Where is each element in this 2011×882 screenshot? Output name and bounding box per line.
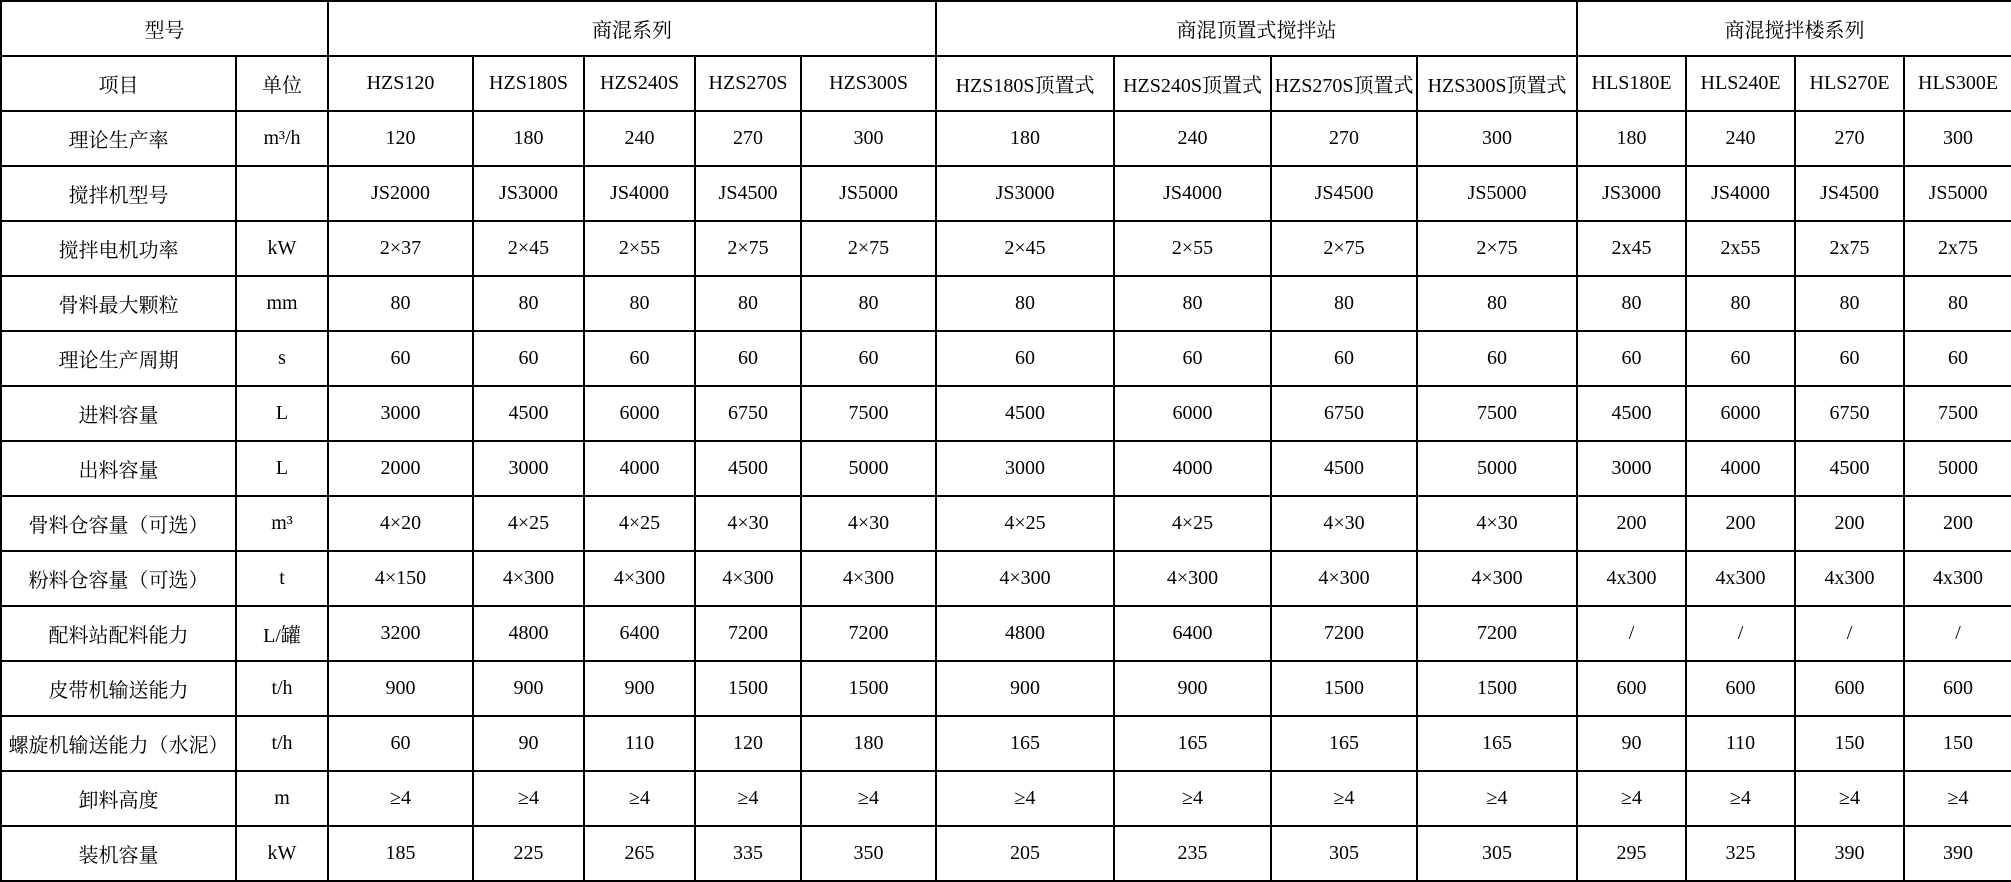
value-cell: JS4500 <box>1795 166 1904 221</box>
value-cell: 4×25 <box>473 496 584 551</box>
value-cell: 4x300 <box>1795 551 1904 606</box>
value-cell: 165 <box>1114 716 1271 771</box>
value-cell: 3000 <box>1577 441 1686 496</box>
value-cell: 7500 <box>1904 386 2011 441</box>
value-cell: JS3000 <box>473 166 584 221</box>
value-cell: 2×75 <box>1271 221 1417 276</box>
unit-column-header: 单位 <box>236 56 328 111</box>
value-cell: 60 <box>1904 331 2011 386</box>
value-cell: 7500 <box>801 386 936 441</box>
row-item-label: 进料容量 <box>1 386 236 441</box>
table-row <box>1 166 2011 221</box>
value-cell: 4×300 <box>1417 551 1577 606</box>
value-cell: 4×300 <box>695 551 801 606</box>
value-cell: 7200 <box>695 606 801 661</box>
group-header-commercial-series: 商混系列 <box>328 1 936 56</box>
row-unit: t/h <box>236 716 328 771</box>
value-cell: 200 <box>1795 496 1904 551</box>
row-item-label: 骨料仓容量（可选） <box>1 496 236 551</box>
value-cell: 3200 <box>328 606 473 661</box>
value-cell: 80 <box>328 276 473 331</box>
value-cell: JS2000 <box>328 166 473 221</box>
model-header: HZS270S顶置式 <box>1271 56 1417 111</box>
value-cell: 600 <box>1904 661 2011 716</box>
row-item-label: 皮带机输送能力 <box>1 661 236 716</box>
row-unit: m³/h <box>236 111 328 166</box>
value-cell: JS3000 <box>1577 166 1686 221</box>
value-cell: 4500 <box>695 441 801 496</box>
value-cell: 325 <box>1686 826 1795 881</box>
value-cell: 600 <box>1795 661 1904 716</box>
value-cell: 60 <box>1686 331 1795 386</box>
value-cell: 2x45 <box>1577 221 1686 276</box>
value-cell: ≥4 <box>584 771 695 826</box>
value-cell: 4×300 <box>1271 551 1417 606</box>
value-cell: 4×30 <box>801 496 936 551</box>
table-row <box>1 331 2011 386</box>
value-cell: 900 <box>936 661 1114 716</box>
model-header: HZS240S <box>584 56 695 111</box>
value-cell: 2×75 <box>801 221 936 276</box>
value-cell: 200 <box>1577 496 1686 551</box>
row-unit: L <box>236 386 328 441</box>
model-header: HLS270E <box>1795 56 1904 111</box>
value-cell: 4×30 <box>1271 496 1417 551</box>
row-item-label: 粉料仓容量（可选） <box>1 551 236 606</box>
value-cell: / <box>1577 606 1686 661</box>
value-cell: 60 <box>1795 331 1904 386</box>
value-cell: 80 <box>584 276 695 331</box>
value-cell: 2×45 <box>936 221 1114 276</box>
row-item-label: 搅拌机型号 <box>1 166 236 221</box>
value-cell: 80 <box>1577 276 1686 331</box>
value-cell: 6750 <box>1271 386 1417 441</box>
value-cell: JS4500 <box>695 166 801 221</box>
model-header: HZS240S顶置式 <box>1114 56 1271 111</box>
value-cell: 2x75 <box>1904 221 2011 276</box>
value-cell: 60 <box>1577 331 1686 386</box>
value-cell: 305 <box>1417 826 1577 881</box>
value-cell: 4×30 <box>695 496 801 551</box>
value-cell: 900 <box>1114 661 1271 716</box>
value-cell: 270 <box>695 111 801 166</box>
value-cell: JS3000 <box>936 166 1114 221</box>
table-row <box>1 716 2011 771</box>
value-cell: 4×30 <box>1417 496 1577 551</box>
value-cell: 80 <box>1271 276 1417 331</box>
value-cell: 7200 <box>801 606 936 661</box>
table-row <box>1 441 2011 496</box>
value-cell: 4×25 <box>584 496 695 551</box>
value-cell: 60 <box>695 331 801 386</box>
row-unit: L <box>236 441 328 496</box>
value-cell: 120 <box>695 716 801 771</box>
value-cell: 60 <box>801 331 936 386</box>
value-cell: 150 <box>1904 716 2011 771</box>
value-cell: 6000 <box>1686 386 1795 441</box>
value-cell: 4×25 <box>1114 496 1271 551</box>
table-row <box>1 111 2011 166</box>
value-cell: 80 <box>936 276 1114 331</box>
value-cell: 4x300 <box>1686 551 1795 606</box>
value-cell: 300 <box>1417 111 1577 166</box>
value-cell: 4×300 <box>473 551 584 606</box>
value-cell: 110 <box>584 716 695 771</box>
value-cell: 4×300 <box>801 551 936 606</box>
value-cell: 180 <box>473 111 584 166</box>
value-cell: 4500 <box>1795 441 1904 496</box>
table-row <box>1 496 2011 551</box>
row-unit: t/h <box>236 661 328 716</box>
row-unit: t <box>236 551 328 606</box>
value-cell: 2×37 <box>328 221 473 276</box>
item-column-header: 项目 <box>1 56 236 111</box>
value-cell: 4×300 <box>1114 551 1271 606</box>
value-cell: / <box>1904 606 2011 661</box>
row-item-label: 骨料最大颗粒 <box>1 276 236 331</box>
value-cell: 185 <box>328 826 473 881</box>
value-cell: 80 <box>1686 276 1795 331</box>
value-cell: 3000 <box>473 441 584 496</box>
value-cell: 90 <box>473 716 584 771</box>
model-header: HLS240E <box>1686 56 1795 111</box>
value-cell: 5000 <box>1904 441 2011 496</box>
row-unit: kW <box>236 826 328 881</box>
row-item-label: 理论生产率 <box>1 111 236 166</box>
value-cell: 4800 <box>936 606 1114 661</box>
value-cell: 180 <box>801 716 936 771</box>
value-cell: 5000 <box>1417 441 1577 496</box>
table-header <box>1 1 2011 111</box>
row-item-label: 装机容量 <box>1 826 236 881</box>
value-cell: 90 <box>1577 716 1686 771</box>
value-cell: ≥4 <box>936 771 1114 826</box>
model-header: HZS300S <box>801 56 936 111</box>
value-cell: 265 <box>584 826 695 881</box>
model-header: HLS300E <box>1904 56 2011 111</box>
value-cell: 2×45 <box>473 221 584 276</box>
group-header-mixing-tower-series: 商混搅拌楼系列 <box>1577 1 2011 56</box>
value-cell: 80 <box>801 276 936 331</box>
value-cell: 4×300 <box>936 551 1114 606</box>
row-item-label: 搅拌电机功率 <box>1 221 236 276</box>
table-row <box>1 551 2011 606</box>
value-cell: 390 <box>1795 826 1904 881</box>
value-cell: ≥4 <box>1795 771 1904 826</box>
value-cell: 4500 <box>936 386 1114 441</box>
value-cell: 6000 <box>584 386 695 441</box>
value-cell: / <box>1686 606 1795 661</box>
value-cell: 110 <box>1686 716 1795 771</box>
value-cell: 300 <box>801 111 936 166</box>
value-cell: 60 <box>473 331 584 386</box>
table-row <box>1 606 2011 661</box>
value-cell: 4x300 <box>1904 551 2011 606</box>
value-cell: 6400 <box>584 606 695 661</box>
model-header: HZS120 <box>328 56 473 111</box>
value-cell: 300 <box>1904 111 2011 166</box>
value-cell: 4500 <box>473 386 584 441</box>
value-cell: 180 <box>936 111 1114 166</box>
row-unit: kW <box>236 221 328 276</box>
value-cell: 2×55 <box>584 221 695 276</box>
value-cell: 4500 <box>1577 386 1686 441</box>
model-header-row <box>1 56 2011 111</box>
row-unit: L/罐 <box>236 606 328 661</box>
value-cell: 7500 <box>1417 386 1577 441</box>
value-cell: 60 <box>1271 331 1417 386</box>
value-cell: ≥4 <box>1686 771 1795 826</box>
row-item-label: 螺旋机输送能力（水泥） <box>1 716 236 771</box>
corner-header: 型号 <box>1 1 328 56</box>
value-cell: 165 <box>1417 716 1577 771</box>
value-cell: 2×75 <box>695 221 801 276</box>
table-body <box>1 111 2011 881</box>
value-cell: 350 <box>801 826 936 881</box>
value-cell: / <box>1795 606 1904 661</box>
table-row <box>1 826 2011 881</box>
value-cell: 120 <box>328 111 473 166</box>
value-cell: JS5000 <box>801 166 936 221</box>
value-cell: 295 <box>1577 826 1686 881</box>
table-row <box>1 276 2011 331</box>
value-cell: 305 <box>1271 826 1417 881</box>
value-cell: 240 <box>1686 111 1795 166</box>
value-cell: 80 <box>1904 276 2011 331</box>
value-cell: 2000 <box>328 441 473 496</box>
value-cell: 180 <box>1577 111 1686 166</box>
value-cell: 2x75 <box>1795 221 1904 276</box>
table-row <box>1 386 2011 441</box>
value-cell: 2×75 <box>1417 221 1577 276</box>
value-cell: 7200 <box>1417 606 1577 661</box>
value-cell: JS5000 <box>1417 166 1577 221</box>
value-cell: 60 <box>1114 331 1271 386</box>
value-cell: 335 <box>695 826 801 881</box>
value-cell: JS5000 <box>1904 166 2011 221</box>
value-cell: 6000 <box>1114 386 1271 441</box>
value-cell: 150 <box>1795 716 1904 771</box>
value-cell: 80 <box>473 276 584 331</box>
model-header: HLS180E <box>1577 56 1686 111</box>
value-cell: 390 <box>1904 826 2011 881</box>
value-cell: 240 <box>1114 111 1271 166</box>
value-cell: 900 <box>473 661 584 716</box>
value-cell: 600 <box>1577 661 1686 716</box>
value-cell: ≥4 <box>473 771 584 826</box>
value-cell: 60 <box>936 331 1114 386</box>
table-row <box>1 661 2011 716</box>
value-cell: 900 <box>584 661 695 716</box>
value-cell: 60 <box>328 716 473 771</box>
value-cell: 1500 <box>1271 661 1417 716</box>
row-unit <box>236 166 328 221</box>
row-item-label: 卸料高度 <box>1 771 236 826</box>
value-cell: JS4500 <box>1271 166 1417 221</box>
value-cell: 240 <box>584 111 695 166</box>
table-row <box>1 771 2011 826</box>
row-item-label: 出料容量 <box>1 441 236 496</box>
value-cell: ≥4 <box>328 771 473 826</box>
model-header: HZS300S顶置式 <box>1417 56 1577 111</box>
value-cell: 3000 <box>936 441 1114 496</box>
value-cell: JS4000 <box>1114 166 1271 221</box>
value-cell: ≥4 <box>1271 771 1417 826</box>
value-cell: 4800 <box>473 606 584 661</box>
row-unit: s <box>236 331 328 386</box>
value-cell: 205 <box>936 826 1114 881</box>
row-unit: mm <box>236 276 328 331</box>
value-cell: 60 <box>584 331 695 386</box>
value-cell: 3000 <box>328 386 473 441</box>
value-cell: ≥4 <box>1114 771 1271 826</box>
row-unit: m³ <box>236 496 328 551</box>
value-cell: 80 <box>1795 276 1904 331</box>
row-item-label: 理论生产周期 <box>1 331 236 386</box>
value-cell: 4×20 <box>328 496 473 551</box>
value-cell: JS4000 <box>584 166 695 221</box>
value-cell: 4×300 <box>584 551 695 606</box>
value-cell: 225 <box>473 826 584 881</box>
value-cell: ≥4 <box>801 771 936 826</box>
value-cell: JS4000 <box>1686 166 1795 221</box>
value-cell: 4000 <box>1114 441 1271 496</box>
value-cell: 4x300 <box>1577 551 1686 606</box>
value-cell: 6400 <box>1114 606 1271 661</box>
series-header-row <box>1 1 2011 56</box>
value-cell: 1500 <box>695 661 801 716</box>
value-cell: 2×55 <box>1114 221 1271 276</box>
value-cell: ≥4 <box>1904 771 2011 826</box>
value-cell: 600 <box>1686 661 1795 716</box>
value-cell: 80 <box>1417 276 1577 331</box>
table-row <box>1 221 2011 276</box>
value-cell: 60 <box>328 331 473 386</box>
value-cell: ≥4 <box>695 771 801 826</box>
value-cell: 4×150 <box>328 551 473 606</box>
value-cell: ≥4 <box>1417 771 1577 826</box>
group-header-top-mounted-station: 商混顶置式搅拌站 <box>936 1 1577 56</box>
value-cell: 4000 <box>584 441 695 496</box>
row-item-label: 配料站配料能力 <box>1 606 236 661</box>
value-cell: ≥4 <box>1577 771 1686 826</box>
value-cell: 6750 <box>1795 386 1904 441</box>
value-cell: 5000 <box>801 441 936 496</box>
value-cell: 165 <box>936 716 1114 771</box>
value-cell: 1500 <box>801 661 936 716</box>
value-cell: 7200 <box>1271 606 1417 661</box>
model-header: HZS180S顶置式 <box>936 56 1114 111</box>
value-cell: 6750 <box>695 386 801 441</box>
value-cell: 4500 <box>1271 441 1417 496</box>
value-cell: 200 <box>1904 496 2011 551</box>
value-cell: 900 <box>328 661 473 716</box>
value-cell: 60 <box>1417 331 1577 386</box>
value-cell: 4000 <box>1686 441 1795 496</box>
model-header: HZS270S <box>695 56 801 111</box>
value-cell: 80 <box>695 276 801 331</box>
model-header: HZS180S <box>473 56 584 111</box>
value-cell: 80 <box>1114 276 1271 331</box>
value-cell: 165 <box>1271 716 1417 771</box>
value-cell: 270 <box>1795 111 1904 166</box>
row-unit: m <box>236 771 328 826</box>
value-cell: 1500 <box>1417 661 1577 716</box>
value-cell: 4×25 <box>936 496 1114 551</box>
value-cell: 200 <box>1686 496 1795 551</box>
value-cell: 2x55 <box>1686 221 1795 276</box>
value-cell: 235 <box>1114 826 1271 881</box>
value-cell: 270 <box>1271 111 1417 166</box>
